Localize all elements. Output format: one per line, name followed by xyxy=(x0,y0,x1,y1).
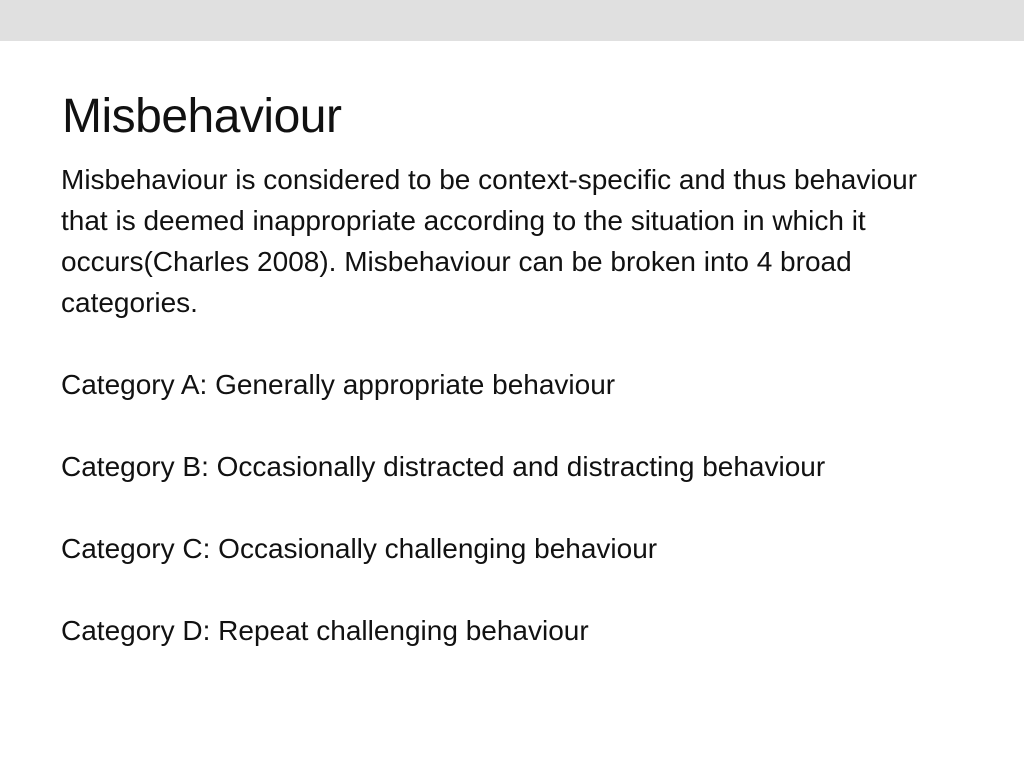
slide-body xyxy=(61,159,981,651)
slide-title: Misbehaviour xyxy=(62,90,342,143)
category-b: Category B: Occasionally distracted and distracting behaviour xyxy=(61,451,826,482)
intro-paragraph: Misbehaviour is considered to be context-specific and thus behaviour that is deemed inappropriate according to the situation in which it occurs(Charles 2008). Misbehaviour can be broken into 4 broad categories. xyxy=(61,164,918,318)
top-band xyxy=(0,0,1024,41)
category-c: Category C: Occasionally challenging behaviour xyxy=(61,533,658,564)
category-d: Category D: Repeat challenging behaviour xyxy=(61,615,589,646)
category-a: Category A: Generally appropriate behaviour xyxy=(61,369,616,400)
